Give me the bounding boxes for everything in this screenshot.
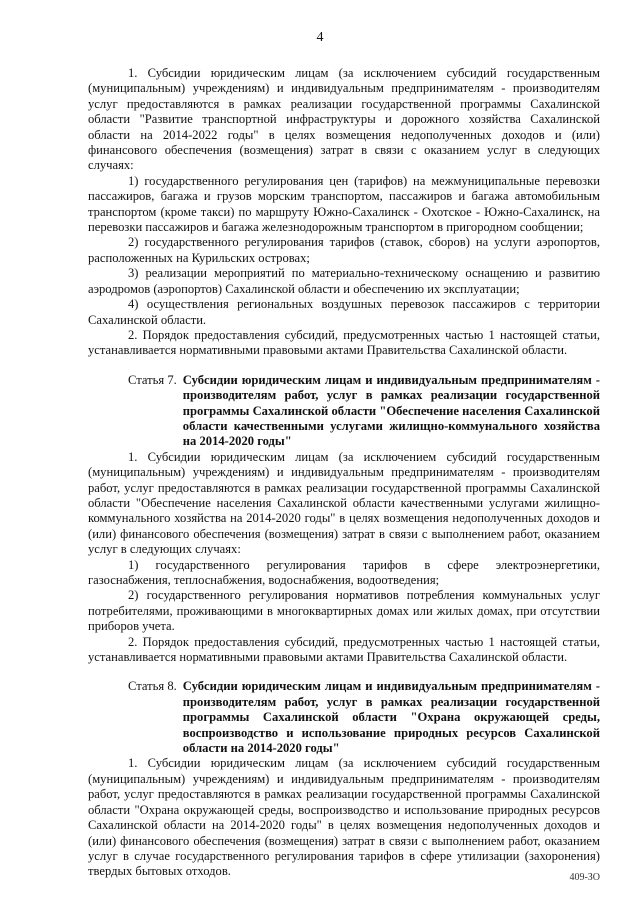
paragraph: 1. Субсидии юридическим лицам (за исключением субсидий государственным (муниципальным) учреждениям) и индивидуальным предпринимателям - производителям услуг предоставляются в рамках реализации государственной программы Сахалинской области "Развитие транспортной инфраструктуры и дорожного хозяйства Сахалинской области на 2014-2022 годы" в целях возмещения недополученных доходов и (или) финансового обеспечения (возмещения) затрат в связи с оказанием услуг в следующих случаях: xyxy=(88,66,600,173)
paragraph: 2) государственного регулирования тарифов (ставок, сборов) на услуги аэропортов, расположенных на Курильских островах; xyxy=(88,235,600,265)
intro-section xyxy=(88,66,600,359)
paragraph: 1. Субсидии юридическим лицам (за исключением субсидий государственным (муниципальным) учреждениям) и индивидуальным предпринимателям - производителям работ, услуг предоставляются в рамках реализации государственной программы Сахалинской области "Обеспечение населения Сахалинской области качественными услугами жилищно-коммунального хозяйства на 2014-2020 годы" в целях возмещения недополученных доходов и (или) финансового обеспечения (возмещения) затрат в связи с выполнением работ, оказанием услуг в следующих случаях: xyxy=(88,449,600,557)
page-number: 4 xyxy=(316,30,324,45)
paragraph: 1) государственного регулирования цен (тарифов) на межмуниципальные перевозки пассажиров, багажа и грузов морским транспортом, пассажиров и багажа автомобильным транспортом (кроме такси) по маршруту Южно-Сахалинск - Охотское - Южно-Сахалинск, на перевозки пассажиров и багажа железнодорожным транспортом в пригородном сообщении; xyxy=(88,173,600,235)
article-7 xyxy=(88,373,600,666)
paragraph: 1) государственного регулирования тарифов в сфере электроэнергетики, газоснабжения, теплоснабжения, водоснабжения, водоотведения; xyxy=(88,557,600,587)
paragraph: 2) государственного регулирования нормативов потребления коммунальных услуг потребителями, проживающими в многоквартирных домах или жилых домах, при отсутствии приборов учета. xyxy=(88,588,600,634)
paragraph: 2. Порядок предоставления субсидий, предусмотренных частью 1 настоящей статьи, устанавливается нормативными правовыми актами Правительства Сахалинской области. xyxy=(88,327,600,358)
article-heading xyxy=(88,373,600,450)
paragraph: 1. Субсидии юридическим лицам (за исключением субсидий государственным (муниципальным) учреждениям) и индивидуальным предпринимателям - производителям работ, услуг предоставляются в рамках реализации государственной программы Сахалинской области "Охрана окружающей среды, воспроизводство и использование природных ресурсов Сахалинской области на 2014-2020 годы" в целях возмещения недополученных доходов и (или) финансового обеспечения (возмещения) затрат в связи с выполнением работ, оказанием услуг в случае государственного регулирования тарифов в сфере утилизации (захоронения) твердых бытовых отходов. xyxy=(88,756,600,879)
document-code: 409-ЗО xyxy=(569,872,600,883)
paragraph: 2. Порядок предоставления субсидий, предусмотренных частью 1 настоящей статьи, устанавливается нормативными правовыми актами Правительства Сахалинской области. xyxy=(88,634,600,665)
article-label: Статья 8. xyxy=(128,679,177,694)
article-title: Субсидии юридическим лицам и индивидуальным предпринимателям - производителям работ, услуг в рамках реализации государственной программы Сахалинской области "Охрана окружающей среды, воспроизводство и использование природных ресурсов Сахалинской области на 2014-2020 годы" xyxy=(182,679,600,756)
document-body xyxy=(88,66,600,880)
article-heading xyxy=(88,679,600,756)
paragraph: 4) осуществления региональных воздушных перевозок пассажиров с территории Сахалинской области. xyxy=(88,297,600,327)
article-title: Субсидии юридическим лицам и индивидуальным предпринимателям - производителям работ, услуг в рамках реализации государственной программы Сахалинской области "Обеспечение населения Сахалинской области качественными услугами жилищно-коммунального хозяйства на 2014-2020 годы" xyxy=(182,372,600,449)
paragraph: 3) реализации мероприятий по материально-техническому оснащению и развитию аэродромов (аэропортов) Сахалинской области и обеспечению их эксплуатации; xyxy=(88,266,600,296)
article-8 xyxy=(88,679,600,879)
article-label: Статья 7. xyxy=(128,372,177,387)
